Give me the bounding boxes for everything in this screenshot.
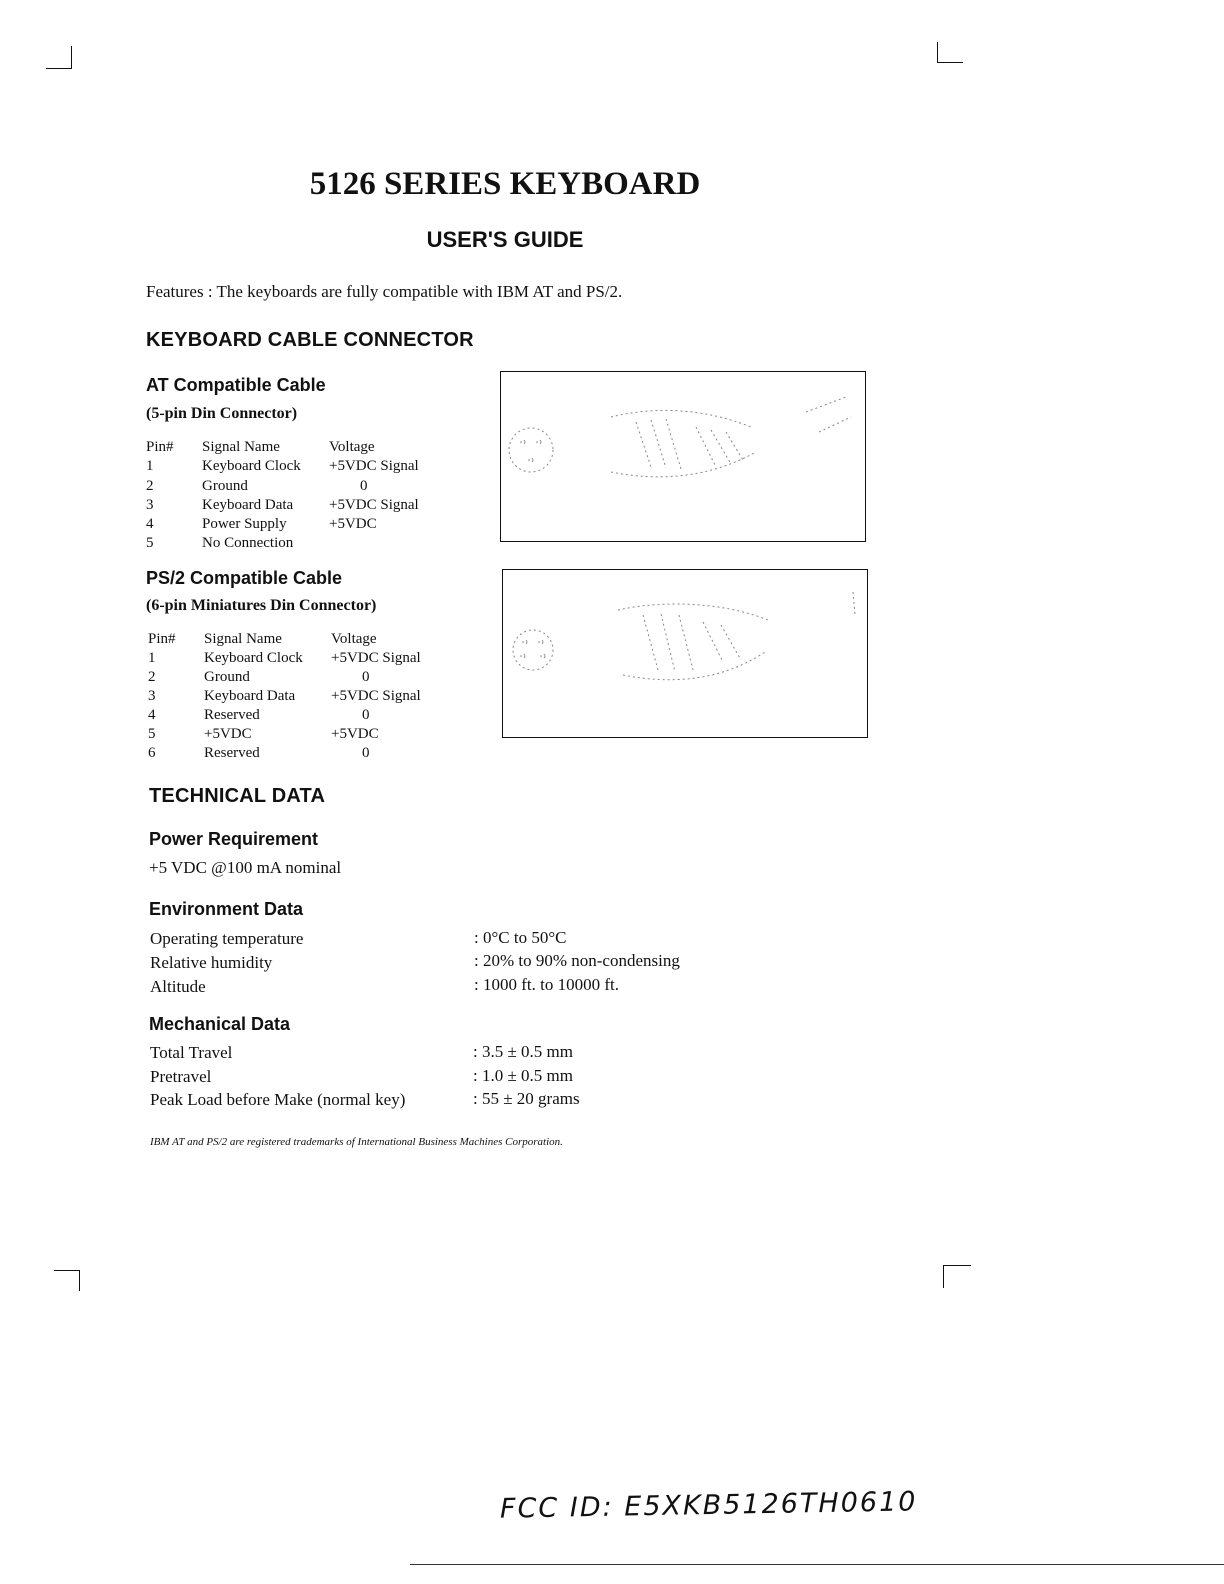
- env-label: Altitude: [150, 977, 206, 996]
- pin-number: 3: [148, 688, 156, 704]
- mech-value: : 55 ± 20 grams: [473, 1089, 580, 1108]
- cable-section-heading: KEYBOARD CABLE CONNECTOR: [146, 329, 474, 351]
- env-value: : 20% to 90% non-condensing: [474, 951, 680, 970]
- at-table-header: [146, 439, 446, 458]
- voltage-value: 0: [360, 478, 368, 494]
- crop-mark-top-left: [46, 46, 72, 69]
- voltage-value: +5VDC: [331, 726, 379, 742]
- env-value: : 1000 ft. to 10000 ft.: [474, 975, 619, 994]
- pin-number: 2: [146, 478, 154, 494]
- col-signal: Signal Name: [204, 631, 282, 647]
- signal-name: Keyboard Clock: [204, 650, 303, 666]
- voltage-value: +5VDC Signal: [329, 458, 419, 474]
- mechanical-heading: Mechanical Data: [149, 1014, 291, 1034]
- col-voltage: Voltage: [331, 631, 377, 647]
- page-subtitle: USER'S GUIDE: [426, 227, 584, 252]
- table-row: [146, 516, 446, 535]
- mech-value: : 3.5 ± 0.5 mm: [473, 1042, 573, 1061]
- ps2-connector-type: (6-pin Miniatures Din Connector): [146, 597, 377, 614]
- fcc-id-handwritten: FCC ID: E5XKB5126TH0610: [499, 1486, 918, 1525]
- signal-name: No Connection: [202, 535, 294, 551]
- voltage-value: 0: [362, 669, 370, 685]
- crop-mark-bottom-left: [54, 1270, 80, 1291]
- mech-label: Peak Load before Make (normal key): [150, 1090, 406, 1109]
- at-cable-heading: AT Compatible Cable: [146, 375, 326, 395]
- technical-heading: TECHNICAL DATA: [149, 785, 326, 807]
- table-row: [148, 688, 448, 707]
- table-row: [146, 497, 446, 516]
- page-title: 5126 SERIES KEYBOARD: [309, 166, 701, 202]
- pin-number: 1: [148, 650, 156, 666]
- environment-heading: Environment Data: [149, 899, 304, 919]
- signal-name: Keyboard Data: [204, 688, 296, 704]
- at-connector-illustration: [500, 371, 866, 542]
- power-value: +5 VDC @100 mA nominal: [149, 858, 342, 877]
- env-label: Relative humidity: [150, 953, 273, 972]
- voltage-value: +5VDC: [329, 516, 377, 532]
- signal-name: +5VDC: [204, 726, 252, 742]
- ps2-connector-illustration: [502, 569, 868, 738]
- table-row: [146, 478, 446, 497]
- voltage-value: +5VDC Signal: [331, 688, 421, 704]
- pin-number: 4: [146, 516, 154, 532]
- table-row: [146, 458, 446, 477]
- power-heading: Power Requirement: [149, 829, 319, 849]
- at-connector-type: (5-pin Din Connector): [146, 405, 298, 422]
- signal-name: Keyboard Data: [202, 497, 294, 513]
- env-label: Operating temperature: [150, 929, 304, 948]
- mech-label: Total Travel: [150, 1043, 233, 1062]
- voltage-value: +5VDC Signal: [329, 497, 419, 513]
- pin-number: 5: [148, 726, 156, 742]
- bottom-rule: [410, 1564, 1224, 1565]
- trademark-footnote: IBM AT and PS/2 are registered trademarks of International Business Machines Corporation.: [150, 1136, 563, 1148]
- pin-number: 3: [146, 497, 154, 513]
- pin-number: 6: [148, 745, 156, 761]
- crop-mark-top-right: [937, 42, 963, 63]
- pin-number: 4: [148, 707, 156, 723]
- at-connector-sketch: [501, 372, 865, 541]
- signal-name: Power Supply: [202, 516, 287, 532]
- table-row: [148, 745, 448, 764]
- table-row: [148, 650, 448, 669]
- signal-name: Keyboard Clock: [202, 458, 301, 474]
- signal-name: Ground: [202, 478, 248, 494]
- col-signal: Signal Name: [202, 439, 280, 455]
- ps2-table-header: [148, 631, 448, 650]
- mech-label: Pretravel: [150, 1067, 212, 1086]
- voltage-value: 0: [362, 707, 370, 723]
- env-value: : 0°C to 50°C: [474, 928, 567, 947]
- features-text: Features : The keyboards are fully compatible with IBM AT and PS/2.: [146, 282, 623, 301]
- ps2-connector-sketch: [503, 570, 867, 737]
- mech-value: : 1.0 ± 0.5 mm: [473, 1066, 573, 1085]
- pin-number: 5: [146, 535, 154, 551]
- voltage-value: +5VDC Signal: [331, 650, 421, 666]
- voltage-value: 0: [362, 745, 370, 761]
- col-pin: Pin#: [146, 439, 174, 455]
- table-row: [148, 707, 448, 726]
- col-voltage: Voltage: [329, 439, 375, 455]
- ps2-cable-heading: PS/2 Compatible Cable: [146, 568, 343, 588]
- col-pin: Pin#: [148, 631, 176, 647]
- crop-mark-bottom-right: [943, 1265, 971, 1288]
- table-row: [146, 535, 446, 554]
- pin-number: 2: [148, 669, 156, 685]
- signal-name: Reserved: [204, 707, 260, 723]
- table-row: [148, 726, 448, 745]
- table-row: [148, 669, 448, 688]
- pin-number: 1: [146, 458, 154, 474]
- signal-name: Reserved: [204, 745, 260, 761]
- signal-name: Ground: [204, 669, 250, 685]
